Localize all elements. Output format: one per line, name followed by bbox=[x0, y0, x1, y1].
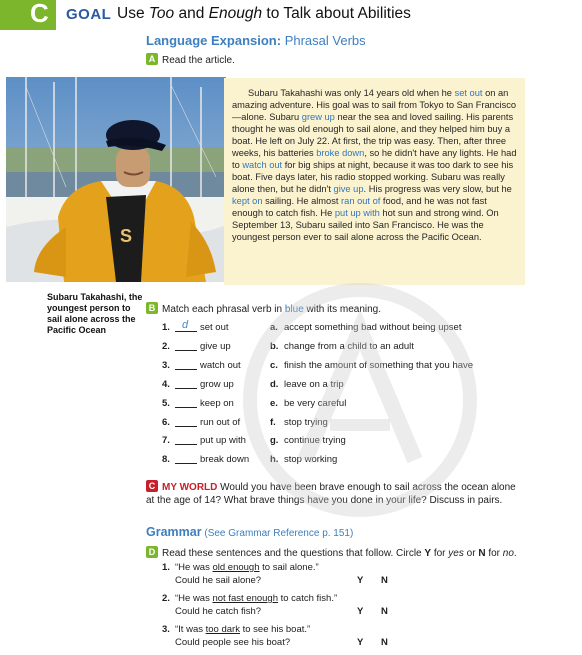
article-text-run: for big ships at night, because it was too dark to see his boat. Five days later, his radio stopped working. Subaru was really alone then, but he didn't bbox=[232, 160, 514, 194]
article-text-run: near the sea and loved sailing. His parents thought he was old enough to sail alone, and they helped him buy a boat. He left on July 22. At first, the trip was easy. Then, after three weeks, his batteries bbox=[232, 112, 514, 158]
article-text-run: . His progress was very slow, but he bbox=[363, 184, 512, 194]
meaning-letter: g. bbox=[270, 435, 279, 446]
badge-d: D bbox=[146, 546, 158, 558]
answer-text: d bbox=[182, 319, 189, 331]
answer-blank[interactable] bbox=[175, 369, 197, 370]
item-number: 4. bbox=[162, 379, 170, 390]
article-text-run: Subaru Takahashi was only 14 years old when he bbox=[248, 88, 455, 98]
no-option[interactable]: N bbox=[381, 606, 388, 617]
article-text-run: on an amazing adventure. His goal was to sail from Tokyo to San Francisco—alone. Subaru bbox=[232, 88, 517, 122]
meaning-text: accept something bad without being upset bbox=[284, 322, 462, 333]
match-row bbox=[162, 454, 582, 468]
phrasal-verb: watch out bbox=[200, 360, 241, 371]
grammar-title: Grammar (See Grammar Reference p. 151) bbox=[146, 525, 354, 539]
article-paragraph bbox=[232, 87, 517, 243]
meaning-letter: a. bbox=[270, 322, 278, 333]
yes-option[interactable]: Y bbox=[357, 575, 364, 586]
answer-blank[interactable] bbox=[175, 463, 197, 464]
section-letter: C bbox=[30, 0, 49, 28]
item-number: 1. bbox=[162, 322, 170, 333]
answer-blank[interactable] bbox=[175, 407, 197, 408]
phrasal-verb: keep on bbox=[200, 398, 234, 409]
language-expansion-title: Language Expansion: Phrasal Verbs bbox=[146, 33, 366, 48]
phrasal-verb-highlight: ran out of bbox=[341, 196, 381, 206]
badge-b: B bbox=[146, 302, 158, 314]
photo-subaru-takahashi bbox=[6, 77, 226, 282]
phrasal-verb: set out bbox=[200, 322, 229, 333]
part-d-instruction: D Read these sentences and the questions that follow. Circle Y for yes or N for no. bbox=[146, 546, 517, 559]
item-number: 6. bbox=[162, 417, 170, 428]
meaning-letter: c. bbox=[270, 360, 278, 371]
my-world-prompt: C MY WORLD Would you have been brave enough to sail across the ocean alone at the age of 14? What brave things have you done in your life? Discuss in pairs. bbox=[146, 481, 516, 506]
meaning-letter: f. bbox=[270, 417, 276, 428]
no-option[interactable]: N bbox=[381, 575, 388, 586]
phrasal-verb: put up with bbox=[200, 435, 246, 446]
match-row bbox=[162, 435, 582, 449]
part-b-instruction: B Match each phrasal verb in blue with its meaning. bbox=[146, 302, 381, 315]
item-number: 2. bbox=[162, 341, 170, 352]
item-number: 5. bbox=[162, 398, 170, 409]
meaning-letter: h. bbox=[270, 454, 279, 465]
follow-up-question: Could people see his boat? bbox=[175, 637, 291, 648]
phrasal-verb: grow up bbox=[200, 379, 234, 390]
meaning-text: stop trying bbox=[284, 417, 328, 428]
grammar-question bbox=[162, 562, 422, 590]
question-number: 2. bbox=[162, 593, 170, 604]
meaning-text: continue trying bbox=[284, 435, 346, 446]
badge-a: A bbox=[146, 53, 158, 65]
follow-up-question: Could he catch fish? bbox=[175, 606, 262, 617]
item-number: 3. bbox=[162, 360, 170, 371]
phrasal-verb: give up bbox=[200, 341, 231, 352]
article-text bbox=[224, 78, 525, 285]
meaning-text: be very careful bbox=[284, 398, 347, 409]
answer-blank[interactable] bbox=[175, 444, 197, 445]
sailor-photo-illustration bbox=[6, 77, 226, 282]
example-sentence: “He was not fast enough to catch fish.” bbox=[175, 593, 338, 604]
meaning-letter: b. bbox=[270, 341, 279, 352]
answer-blank[interactable] bbox=[175, 426, 197, 427]
yes-option[interactable]: Y bbox=[357, 606, 364, 617]
article-text-run: food, and he was not fast enough to catch fish. He bbox=[232, 196, 487, 218]
badge-c: C bbox=[146, 480, 158, 492]
no-option[interactable]: N bbox=[381, 637, 388, 648]
phrasal-verb-highlight: broke down bbox=[316, 148, 365, 158]
meaning-text: finish the amount of something that you have bbox=[284, 360, 474, 371]
answer-blank[interactable] bbox=[175, 331, 197, 332]
phrasal-verb-highlight: set out bbox=[454, 88, 483, 98]
phrasal-verb: break down bbox=[200, 454, 250, 465]
phrasal-verb-highlight: give up bbox=[333, 184, 364, 194]
phrasal-verb-highlight: watch out bbox=[242, 160, 283, 170]
grammar-question bbox=[162, 624, 422, 652]
meaning-text: leave on a trip bbox=[284, 379, 344, 390]
article-text-run: , so he didn't have any lights. He had to bbox=[232, 148, 517, 170]
example-sentence: “He was old enough to sail alone.” bbox=[175, 562, 319, 573]
match-row bbox=[162, 319, 582, 336]
match-row bbox=[162, 341, 582, 355]
part-a-instruction: A Read the article. bbox=[146, 53, 235, 66]
question-number: 1. bbox=[162, 562, 170, 573]
meaning-text: change from a child to an adult bbox=[284, 341, 414, 352]
meaning-letter: d. bbox=[270, 379, 279, 390]
item-number: 8. bbox=[162, 454, 170, 465]
phrasal-verb: run out of bbox=[200, 417, 241, 428]
match-row bbox=[162, 398, 582, 412]
photo-caption: Subaru Takahashi, the youngest person to sail alone across the Pacific Ocean bbox=[47, 292, 143, 335]
follow-up-question: Could he sail alone? bbox=[175, 575, 262, 586]
answer-blank[interactable] bbox=[175, 350, 197, 351]
article-text-run: hot sun and strong wind. On September 13, Subaru sailed into San Francisco. He was the youngest person ever to sail alone across the Pacific Ocean. bbox=[232, 208, 499, 242]
match-row bbox=[162, 379, 582, 393]
match-row bbox=[162, 417, 582, 431]
phrasal-verb-highlight: put up with bbox=[334, 208, 380, 218]
match-row bbox=[162, 360, 582, 374]
answer-blank[interactable] bbox=[175, 388, 197, 389]
svg-text:S: S bbox=[120, 226, 133, 246]
phrasal-verb-highlight: kept on bbox=[232, 196, 263, 206]
my-world-label: MY WORLD bbox=[162, 482, 218, 493]
goal-title: Use Too and Enough to Talk about Abilities bbox=[117, 5, 411, 22]
meaning-letter: e. bbox=[270, 398, 278, 409]
phrasal-verb-highlight: grew up bbox=[301, 112, 335, 122]
meaning-text: stop working bbox=[284, 454, 338, 465]
lesson-header bbox=[0, 0, 582, 34]
grammar-question bbox=[162, 593, 422, 621]
item-number: 7. bbox=[162, 435, 170, 446]
question-number: 3. bbox=[162, 624, 170, 635]
example-sentence: “It was too dark to see his boat.” bbox=[175, 624, 311, 635]
yes-option[interactable]: Y bbox=[357, 637, 364, 648]
goal-label: GOAL bbox=[66, 6, 112, 23]
article-text-run: sailing. He almost bbox=[262, 196, 342, 206]
